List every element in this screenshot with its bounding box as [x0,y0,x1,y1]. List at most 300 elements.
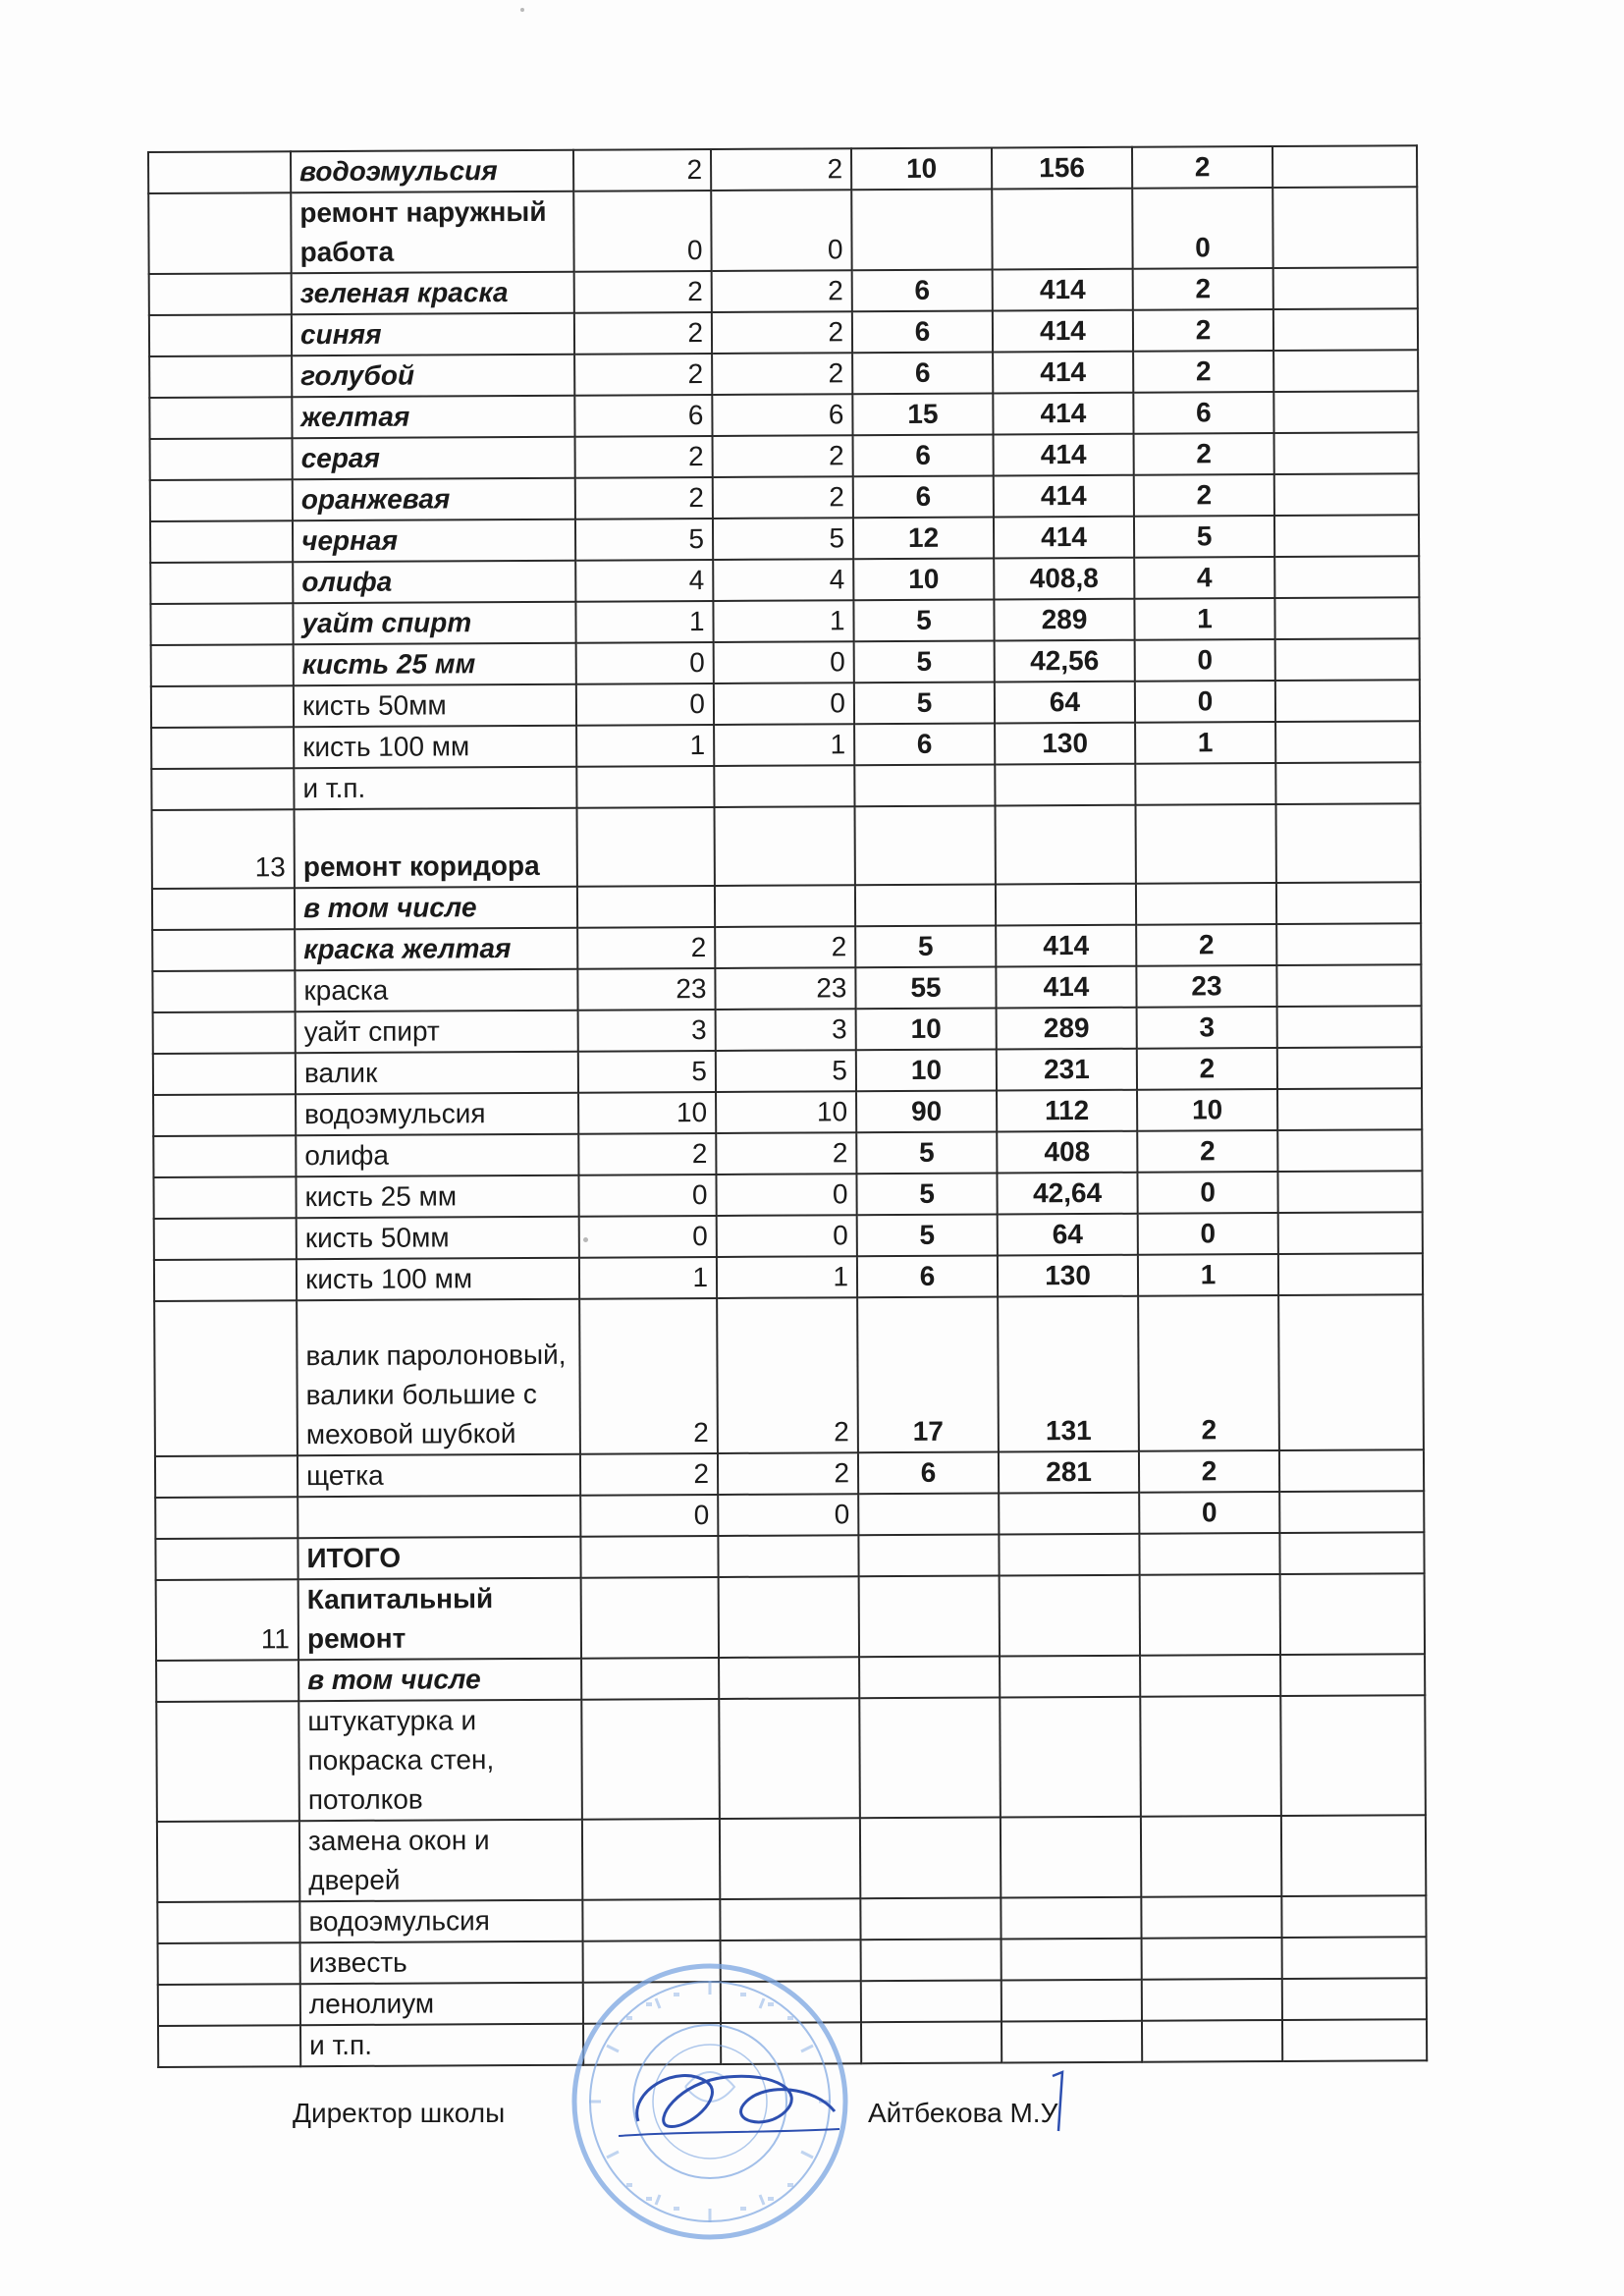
value-3 [1136,883,1276,925]
unit-price: 231 [997,1049,1137,1091]
value-1: 10 [856,1049,997,1091]
qty-planned: 2 [578,1133,716,1175]
unit-price: 414 [993,352,1133,394]
value-3 [1142,1938,1282,1980]
qty-planned: 0 [578,1175,716,1217]
qty-actual: 1 [713,600,853,642]
item-name: ленолиум [300,1983,583,2026]
unit-price: 414 [993,310,1133,353]
row-number [157,1821,299,1902]
qty-actual: 2 [717,1297,858,1453]
qty-planned: 2 [580,1453,718,1496]
value-1: 6 [852,310,993,353]
value-3: 2 [1137,1048,1277,1090]
empty-cell [1280,1654,1425,1696]
empty-cell [1276,923,1421,965]
unit-price: 289 [994,599,1134,641]
row-number [156,1701,299,1822]
table-row [153,1171,1422,1219]
value-3: 1 [1134,598,1274,640]
empty-cell [1280,1695,1426,1816]
qty-planned: 10 [578,1092,716,1134]
empty-cell [1276,882,1421,924]
qty-actual: 4 [713,559,853,601]
qty-planned: 0 [573,191,711,272]
empty-cell [1272,187,1417,268]
item-name: кисть 50мм [294,684,576,728]
value-3: 10 [1137,1089,1277,1131]
item-name: щетка [298,1454,580,1498]
qty-actual [720,1898,860,1941]
value-1: 10 [851,147,992,190]
empty-cell [1278,1294,1424,1450]
qty-actual [719,1698,860,1819]
qty-actual [719,1657,859,1699]
item-name: олифа [296,1134,578,1177]
item-name: кисть 100 мм [294,726,576,769]
value-1: 5 [855,925,996,967]
qty-actual: 0 [717,1215,857,1257]
row-number [151,727,294,769]
empty-cell [1275,762,1420,804]
value-3: 23 [1136,965,1276,1008]
table-row [150,473,1419,521]
row-number [153,1011,296,1054]
unit-price [1000,1575,1140,1657]
row-number [149,397,292,439]
row-number [155,1455,298,1498]
empty-cell [1274,556,1419,598]
item-name: голубой [292,355,574,398]
item-name: оранжевая [293,478,575,521]
table-row [150,597,1419,645]
qty-actual: 2 [712,270,852,312]
item-name: серая [293,437,575,480]
qty-planned [577,886,715,928]
table-row [153,1047,1422,1095]
table-row [149,308,1418,356]
value-3: 4 [1134,557,1274,599]
qty-planned [581,1699,720,1820]
qty-planned [581,1658,719,1700]
unit-price: 64 [998,1214,1138,1256]
unit-price: 408,8 [994,558,1134,600]
materials-table-body [148,145,1427,2067]
item-name: штукатурка и покраска стен, потолков [298,1700,582,1822]
unit-price: 414 [996,925,1136,967]
qty-planned: 1 [575,601,713,643]
scan-speck [520,8,524,12]
table-row [148,187,1417,274]
value-3: 0 [1139,1492,1279,1534]
table-row [157,1895,1426,1943]
value-3: 2 [1137,1130,1277,1173]
unit-price: 42,56 [995,640,1135,683]
qty-actual [719,1576,859,1658]
qty-planned: 1 [576,725,714,767]
empty-cell [1273,308,1418,351]
row-number [155,1538,298,1580]
qty-planned [582,1819,720,1900]
item-name: черная [293,519,575,563]
materials-table [147,144,1428,2068]
qty-actual: 6 [712,394,852,436]
row-number [157,1901,299,1943]
qty-actual [720,1818,860,1899]
unit-price [999,1493,1139,1535]
row-number [150,479,293,521]
qty-planned: 2 [574,354,712,396]
empty-cell [1279,1449,1424,1492]
row-number [153,1176,296,1219]
item-name: в том числе [295,887,577,930]
item-name: желтая [292,396,574,439]
table-row [156,1654,1425,1702]
item-name: ремонт коридора [295,808,577,889]
qty-actual: 0 [711,190,851,271]
unit-price [1001,2021,1142,2063]
value-3 [1141,1896,1281,1939]
empty-cell [1277,1129,1422,1172]
qty-planned: 0 [576,642,714,684]
qty-actual: 0 [714,683,854,725]
unit-price: 130 [998,1255,1138,1297]
qty-planned: 2 [575,436,713,478]
table-row [152,803,1421,889]
item-name: валик [296,1052,578,1095]
table-row [155,1449,1424,1498]
qty-planned [577,807,715,887]
empty-cell [1274,432,1419,474]
table-row [152,882,1421,930]
row-number [154,1300,298,1456]
qty-actual [718,1535,858,1577]
row-number [154,1218,297,1260]
value-1: 90 [856,1090,997,1132]
item-name: краска [295,969,577,1012]
qty-actual [714,765,854,807]
empty-cell [1277,1171,1422,1213]
empty-cell [1275,721,1420,763]
row-number: 11 [156,1579,298,1661]
value-3: 0 [1132,188,1272,269]
unit-price: 289 [997,1008,1137,1050]
qty-planned [581,1577,719,1659]
value-1 [859,1575,1000,1657]
value-1: 6 [852,269,993,311]
table-row [151,638,1420,686]
qty-planned: 0 [579,1216,717,1258]
item-name: кисть 25 мм [296,1175,578,1219]
unit-price [1000,1656,1140,1698]
value-1 [858,1534,999,1576]
row-number [150,438,293,480]
unit-price [999,1534,1139,1576]
empty-cell [1275,638,1420,681]
empty-cell [1272,145,1417,188]
value-1: 6 [853,475,994,518]
unit-price: 112 [997,1090,1137,1132]
value-3 [1140,1655,1280,1697]
value-3: 2 [1134,433,1274,475]
item-name: уайт спирт [296,1011,578,1054]
qty-actual: 10 [716,1091,856,1133]
empty-cell [1281,1895,1426,1938]
item-name [298,1496,580,1539]
qty-planned: 0 [580,1495,718,1537]
value-1: 5 [856,1173,997,1215]
value-1: 5 [853,599,994,641]
qty-planned: 2 [577,927,715,969]
qty-actual: 1 [717,1256,857,1298]
qty-planned: 23 [577,968,715,1011]
item-name: замена окон и дверей [299,1820,582,1902]
qty-planned: 6 [574,395,712,437]
table-row [152,923,1421,971]
row-number [149,273,292,315]
item-name: водоэмульсия [291,150,573,193]
item-name: Капитальный ремонт [298,1578,581,1661]
row-number [152,929,295,971]
qty-actual: 3 [716,1009,856,1051]
empty-cell [1276,964,1421,1007]
qty-planned: 4 [575,560,713,602]
row-number [153,1135,296,1177]
empty-cell [1282,1937,1427,1979]
value-1: 5 [854,640,995,683]
value-1 [859,1656,1000,1698]
unit-price [992,189,1132,270]
row-number [148,151,291,193]
value-3: 3 [1137,1007,1277,1049]
unit-price: 130 [995,723,1135,765]
table-row [153,1129,1422,1177]
table-row [150,515,1419,563]
qty-actual: 2 [712,353,852,395]
row-number [152,888,295,930]
empty-cell [1274,473,1419,516]
qty-actual: 0 [716,1174,856,1216]
unit-price: 414 [994,475,1134,518]
empty-cell [1273,267,1418,309]
table-row [154,1212,1423,1260]
empty-cell [1281,1815,1426,1896]
item-name: водоэмульсия [296,1093,578,1136]
row-number [150,562,293,604]
row-number [149,355,292,398]
row-number [156,1660,298,1702]
value-1: 6 [858,1451,999,1494]
value-3: 2 [1138,1295,1279,1451]
item-name: зеленая краска [292,272,574,315]
unit-price: 414 [996,966,1136,1009]
value-1: 55 [855,966,996,1009]
qty-actual: 2 [711,148,851,191]
director-signature [609,2052,844,2160]
empty-cell [1280,1573,1425,1655]
empty-cell [1273,391,1418,433]
unit-price [1001,1980,1142,2022]
table-row [151,721,1420,769]
table-row [154,1253,1423,1301]
value-1 [861,2021,1001,2063]
signatory-role: Директор школы [293,2098,506,2128]
value-3: 2 [1133,309,1273,352]
item-name: кисть 100 мм [297,1258,579,1301]
qty-planned: 1 [579,1257,717,1299]
empty-cell [1278,1253,1423,1295]
item-name: кисть 25 мм [294,643,576,686]
unit-price: 64 [995,682,1135,724]
value-1: 6 [857,1255,998,1297]
qty-actual: 0 [718,1494,858,1536]
value-3: 2 [1132,146,1272,189]
value-3: 6 [1133,392,1273,434]
value-3: 0 [1137,1172,1277,1214]
item-name: ремонт наружный работа [291,191,573,274]
value-1: 12 [853,517,994,559]
row-number [151,685,294,728]
row-number [152,970,295,1012]
value-1 [858,1493,999,1535]
qty-planned: 2 [579,1298,718,1454]
qty-planned [580,1536,718,1578]
unit-price: 281 [999,1451,1139,1494]
empty-cell [1277,1088,1422,1130]
value-1 [861,1939,1001,1981]
value-3: 5 [1134,516,1274,558]
unit-price: 414 [994,434,1134,476]
value-1 [861,1980,1001,2022]
value-3 [1139,1533,1279,1575]
unit-price [1000,1697,1141,1818]
empty-cell [1277,1006,1422,1048]
table-row [155,1491,1424,1539]
row-number [153,1094,296,1136]
empty-cell [1275,803,1420,883]
value-1: 6 [852,352,993,394]
qty-actual: 23 [715,967,855,1010]
qty-actual: 2 [718,1452,858,1495]
qty-actual: 2 [712,311,852,354]
item-name: кисть 50мм [297,1217,579,1260]
row-number [148,192,291,274]
unit-price [1001,1897,1141,1940]
value-3 [1142,1979,1282,2021]
table-row [152,964,1421,1012]
item-name: известь [300,1941,583,1985]
qty-planned: 2 [573,149,711,191]
row-number [151,644,294,686]
qty-actual [715,806,855,886]
unit-price: 414 [994,517,1134,559]
value-3: 1 [1138,1254,1278,1296]
empty-cell [1282,2019,1427,2061]
item-name: и т.п. [300,2024,583,2067]
item-name: и т.п. [294,767,576,810]
value-3: 2 [1136,924,1276,966]
value-1: 10 [856,1008,997,1050]
table-row [149,350,1418,398]
qty-actual: 0 [714,641,854,683]
empty-cell [1274,597,1419,639]
value-1 [860,1817,1001,1898]
unit-price [1001,1939,1142,1981]
unit-price: 42,64 [997,1173,1137,1215]
unit-price: 414 [993,269,1133,311]
table-row [149,391,1418,439]
unit-price [995,764,1135,806]
table-row [150,556,1419,604]
row-number [151,768,294,810]
item-name: валик паролоновый, валики большие с меховой шубкой [297,1299,580,1456]
value-3: 2 [1139,1450,1279,1493]
qty-planned: 2 [575,477,713,519]
value-3: 0 [1138,1213,1278,1255]
empty-cell [1279,1491,1424,1533]
qty-actual: 5 [713,518,853,560]
value-3 [1141,1816,1281,1897]
qty-actual [715,885,855,927]
item-name: водоэмульсия [299,1900,582,1943]
value-1: 10 [853,558,994,600]
row-number [158,1984,300,2026]
qty-planned: 5 [578,1051,716,1093]
qty-actual: 1 [714,724,854,766]
table-row [156,1573,1425,1661]
table-row [151,680,1420,728]
item-name: в том числе [298,1659,581,1702]
table-row [154,1294,1424,1456]
row-number [158,2025,300,2067]
empty-cell [1273,350,1418,392]
value-3: 1 [1135,722,1275,764]
table-row [150,432,1419,480]
value-3: 2 [1133,351,1273,393]
item-name: уайт спирт [293,602,575,645]
table-row [157,1815,1426,1902]
empty-cell [1282,1978,1427,2020]
item-name: олифа [293,561,575,604]
unit-price: 156 [992,147,1132,190]
value-3 [1135,763,1275,805]
value-3: 0 [1135,681,1275,723]
unit-price [996,884,1136,926]
unit-price: 131 [998,1296,1139,1452]
row-number [153,1053,296,1095]
item-name: краска желтая [295,928,577,971]
qty-actual: 5 [716,1050,856,1092]
qty-actual: 2 [715,926,855,968]
empty-cell [1279,1532,1424,1574]
row-number: 13 [152,809,295,889]
qty-planned: 0 [576,683,714,726]
qty-actual: 2 [716,1132,856,1175]
qty-planned: 5 [575,519,713,561]
table-row [149,267,1418,315]
unit-price: 408 [997,1131,1137,1174]
table-row [155,1532,1424,1580]
row-number [155,1497,298,1539]
qty-actual: 2 [713,476,853,519]
row-number [149,314,292,356]
value-1 [859,1697,1001,1818]
table-row [153,1006,1422,1054]
item-name: ИТОГО [298,1537,580,1580]
value-3 [1142,2020,1282,2062]
empty-cell [1274,515,1419,557]
table-row [156,1695,1426,1822]
